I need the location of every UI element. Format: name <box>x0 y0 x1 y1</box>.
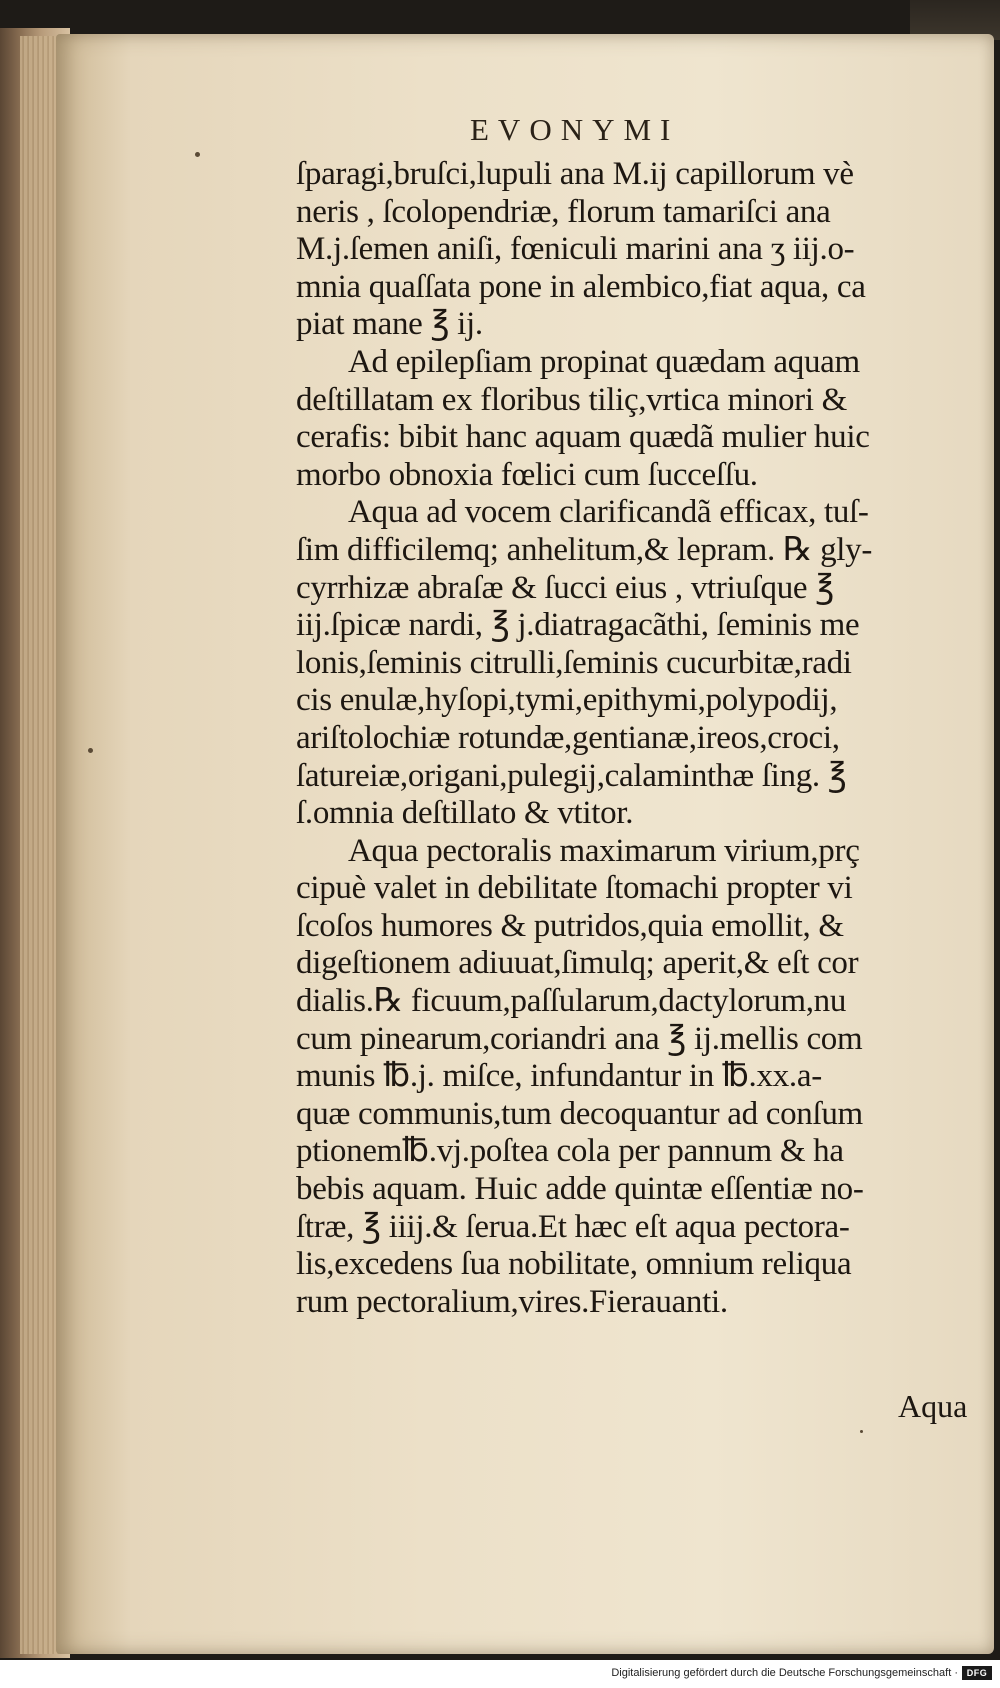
text-line: digeſtionem adiuuat,ſimulq; aperit,& eſt cor <box>296 945 859 982</box>
text-line: lis,excedens ſua nobilitate, omnium reliqua <box>296 1246 852 1283</box>
text-line: cis enulæ,hyſopi,tymi,epithymi,polypodij, <box>296 682 838 719</box>
dfg-logo: DFG <box>962 1666 992 1680</box>
text-line: M.j.ſemen aniſi, fœniculi marini ana ʒ iij.o- <box>296 231 855 268</box>
text-line: rum pectoralium,vires.Fierauanti. <box>296 1283 728 1320</box>
text-line: ſim difficilemq; anhelitum,& lepram. ℞ gly- <box>296 531 873 568</box>
ink-speck <box>88 748 93 753</box>
catchword: Aqua <box>898 1388 968 1424</box>
text-line: cipuè valet in debilitate ſtomachi propter vi <box>296 870 853 907</box>
text-line: cum pinearum,coriandri ana ℥ ij.mellis com <box>296 1020 863 1057</box>
ink-speck <box>860 1430 863 1433</box>
text-line: ariſtolochiæ rotundæ,gentianæ,ireos,croci, <box>296 719 840 756</box>
text-line: bebis aquam. Huic adde quintæ eſſentiæ no- <box>296 1171 864 1208</box>
footer-credit: Digitalisierung gefördert durch die Deutsche Forschungsgemeinschaft · <box>611 1667 958 1679</box>
text-line: ſcoſos humores & putridos,quia emollit, & <box>296 907 844 944</box>
digitization-footer <box>0 1660 1000 1688</box>
text-line: ſtræ, ℥ iiij.& ſerua.Et hæc eſt aqua pectora- <box>296 1208 850 1245</box>
running-head: EVONYMI <box>470 112 680 147</box>
text-line: quæ communis,tum decoquantur ad conſum <box>296 1095 863 1132</box>
paragraph-start-line: Ad epilepſiam propinat quædam aquam <box>348 343 860 380</box>
text-line: ptionem℔.vj.poſtea cola per pannum & ha <box>296 1133 844 1170</box>
text-line: piat mane ℥ ij. <box>296 306 483 343</box>
text-line: neris , ſcolopendriæ, florum tamariſci ana <box>296 193 831 230</box>
text-line: cerafis: bibit hanc aquam quædã mulier huic <box>296 419 870 456</box>
text-line: mnia quaſſata pone in alembico,fiat aqua, ca <box>296 268 866 305</box>
ink-speck <box>195 152 200 157</box>
text-line: morbo obnoxia fœlici cum ſucceſſu. <box>296 456 758 493</box>
text-line: ſ.omnia deſtillato & vtitor. <box>296 795 634 832</box>
paragraph-start-line: Aqua ad vocem clarificandã efficax, tuſ- <box>348 494 869 531</box>
text-line: deſtillatam ex floribus tiliç,vrtica minori & <box>296 381 848 418</box>
paragraph-start-line: Aqua pectoralis maximarum virium,prç <box>348 832 860 869</box>
text-line: ſatureiæ,origani,pulegij,calaminthæ ſing. ℥ <box>296 757 847 794</box>
text-line: lonis,ſeminis citrulli,ſeminis cucurbitæ,radi <box>296 644 852 681</box>
text-line: munis ℔.j. miſce, infundantur in ℔.xx.a- <box>296 1058 822 1095</box>
text-line: iij.ſpicæ nardi, ℥ j.diatragacãthi, ſeminis me <box>296 607 860 644</box>
text-line: dialis.℞ ficuum,paſſularum,dactylorum,nu <box>296 983 847 1020</box>
text-line: cyrrhizæ abraſæ & ſucci eius , vtriuſque ℥ <box>296 569 834 606</box>
text-line: ſparagi,bruſci,lupuli ana M.ij capillorum vè <box>296 156 854 192</box>
body-text <box>296 156 996 1321</box>
